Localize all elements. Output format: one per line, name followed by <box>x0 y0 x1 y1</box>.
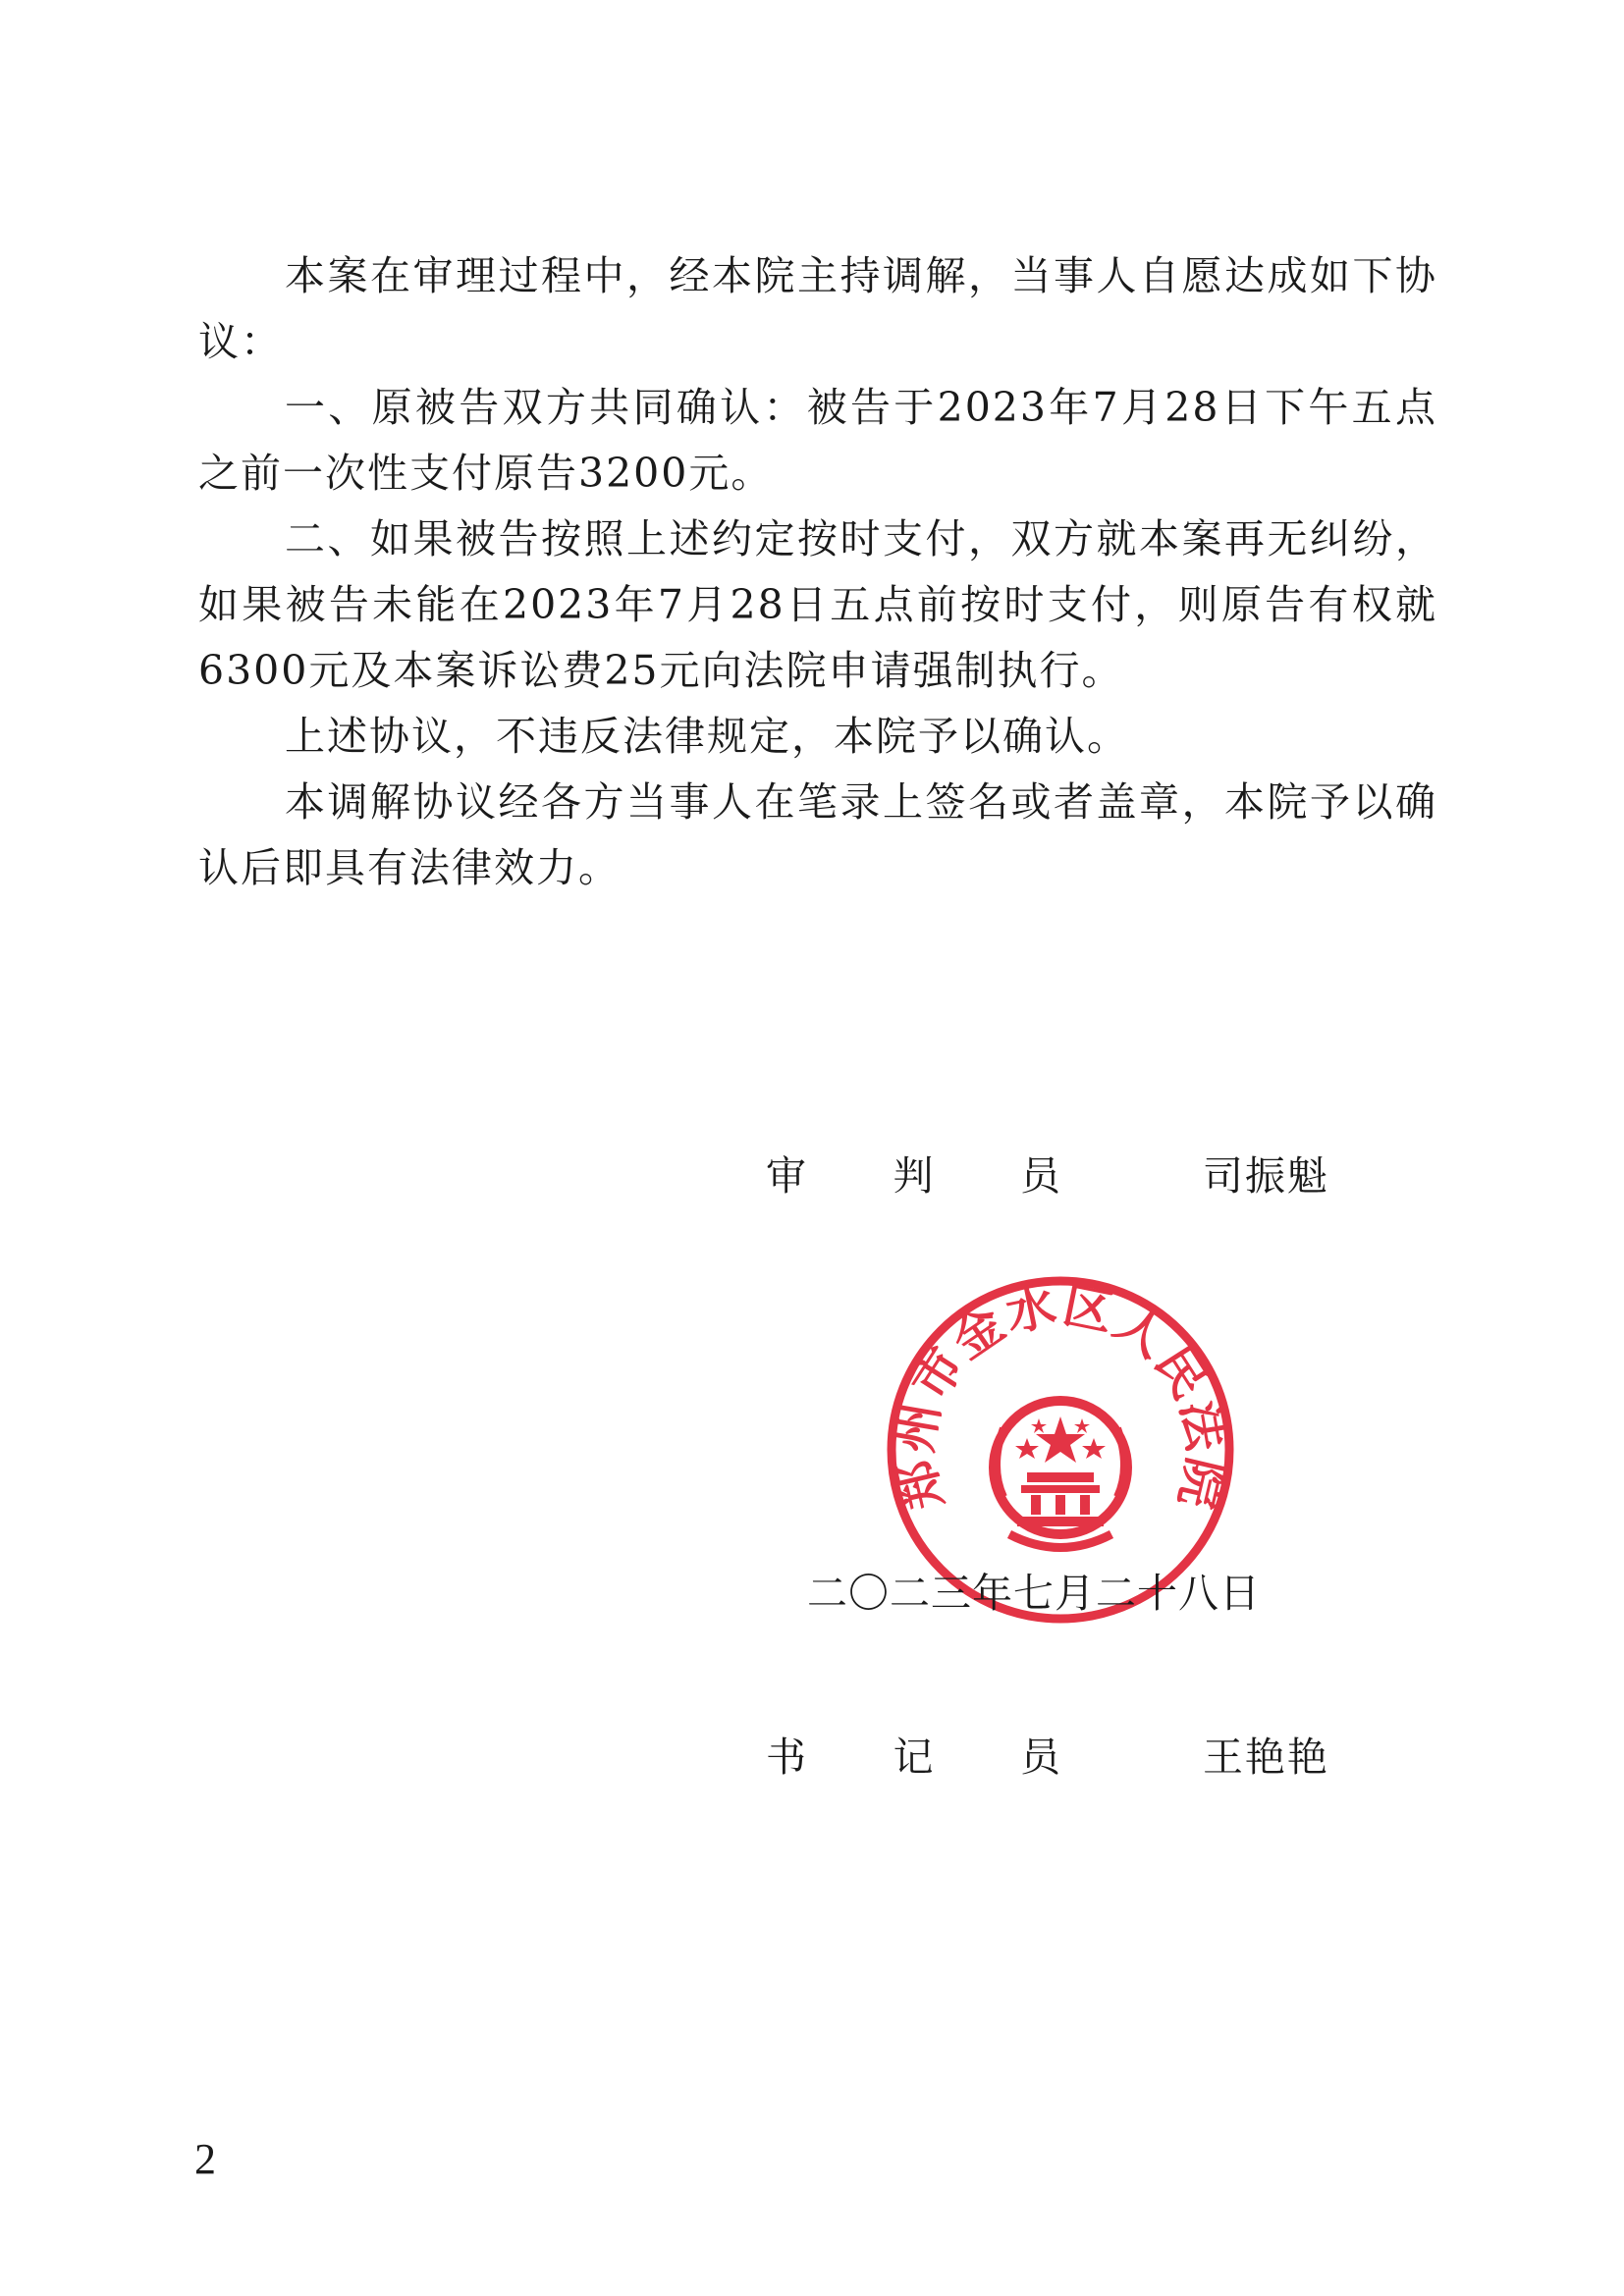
clerk-title-char: 书 <box>766 1734 806 1781</box>
paragraph-confirmation: 上述协议，不违反法律规定，本院予以确认。 <box>285 713 1129 760</box>
clerk-name: 王艳艳 <box>1203 1734 1329 1781</box>
seal-lettering: 郑州市金水区人民法院 <box>885 1275 1236 1516</box>
national-emblem-icon <box>994 1401 1127 1548</box>
clerk-title-char: 员 <box>1020 1734 1060 1781</box>
paragraph-clause-one: 一、原被告双方共同确认：被告于2023年7月28日下午五点之前一次性支付原告3200元。 <box>198 384 1437 497</box>
mediation-body <box>198 243 1437 901</box>
paragraph-effect: 本调解协议经各方当事人在笔录上签名或者盖章，本院予以确认后即具有法律效力。 <box>198 778 1437 891</box>
document-date: 二〇二三年七月二十八日 <box>807 1570 1261 1617</box>
judge-title <box>766 1147 1060 1205</box>
page-number: 2 <box>194 2135 216 2183</box>
judge-name: 司振魁 <box>1203 1152 1329 1200</box>
judge-title-char: 员 <box>1020 1152 1060 1200</box>
paragraph-clause-two: 二、如果被告按照上述约定按时支付，双方就本案再无纠纷，如果被告未能在2023年7月28日五点前按时支付，则原告有权就6300元及本案诉讼费25元向法院申请强制执行。 <box>198 515 1437 694</box>
clerk-title <box>766 1728 1060 1787</box>
judge-title-char: 判 <box>893 1152 934 1200</box>
clerk-title-char: 记 <box>893 1734 934 1781</box>
judge-title-char: 审 <box>766 1152 806 1200</box>
paragraph-intro: 本案在审理过程中，经本院主持调解，当事人自愿达成如下协议： <box>198 252 1437 365</box>
